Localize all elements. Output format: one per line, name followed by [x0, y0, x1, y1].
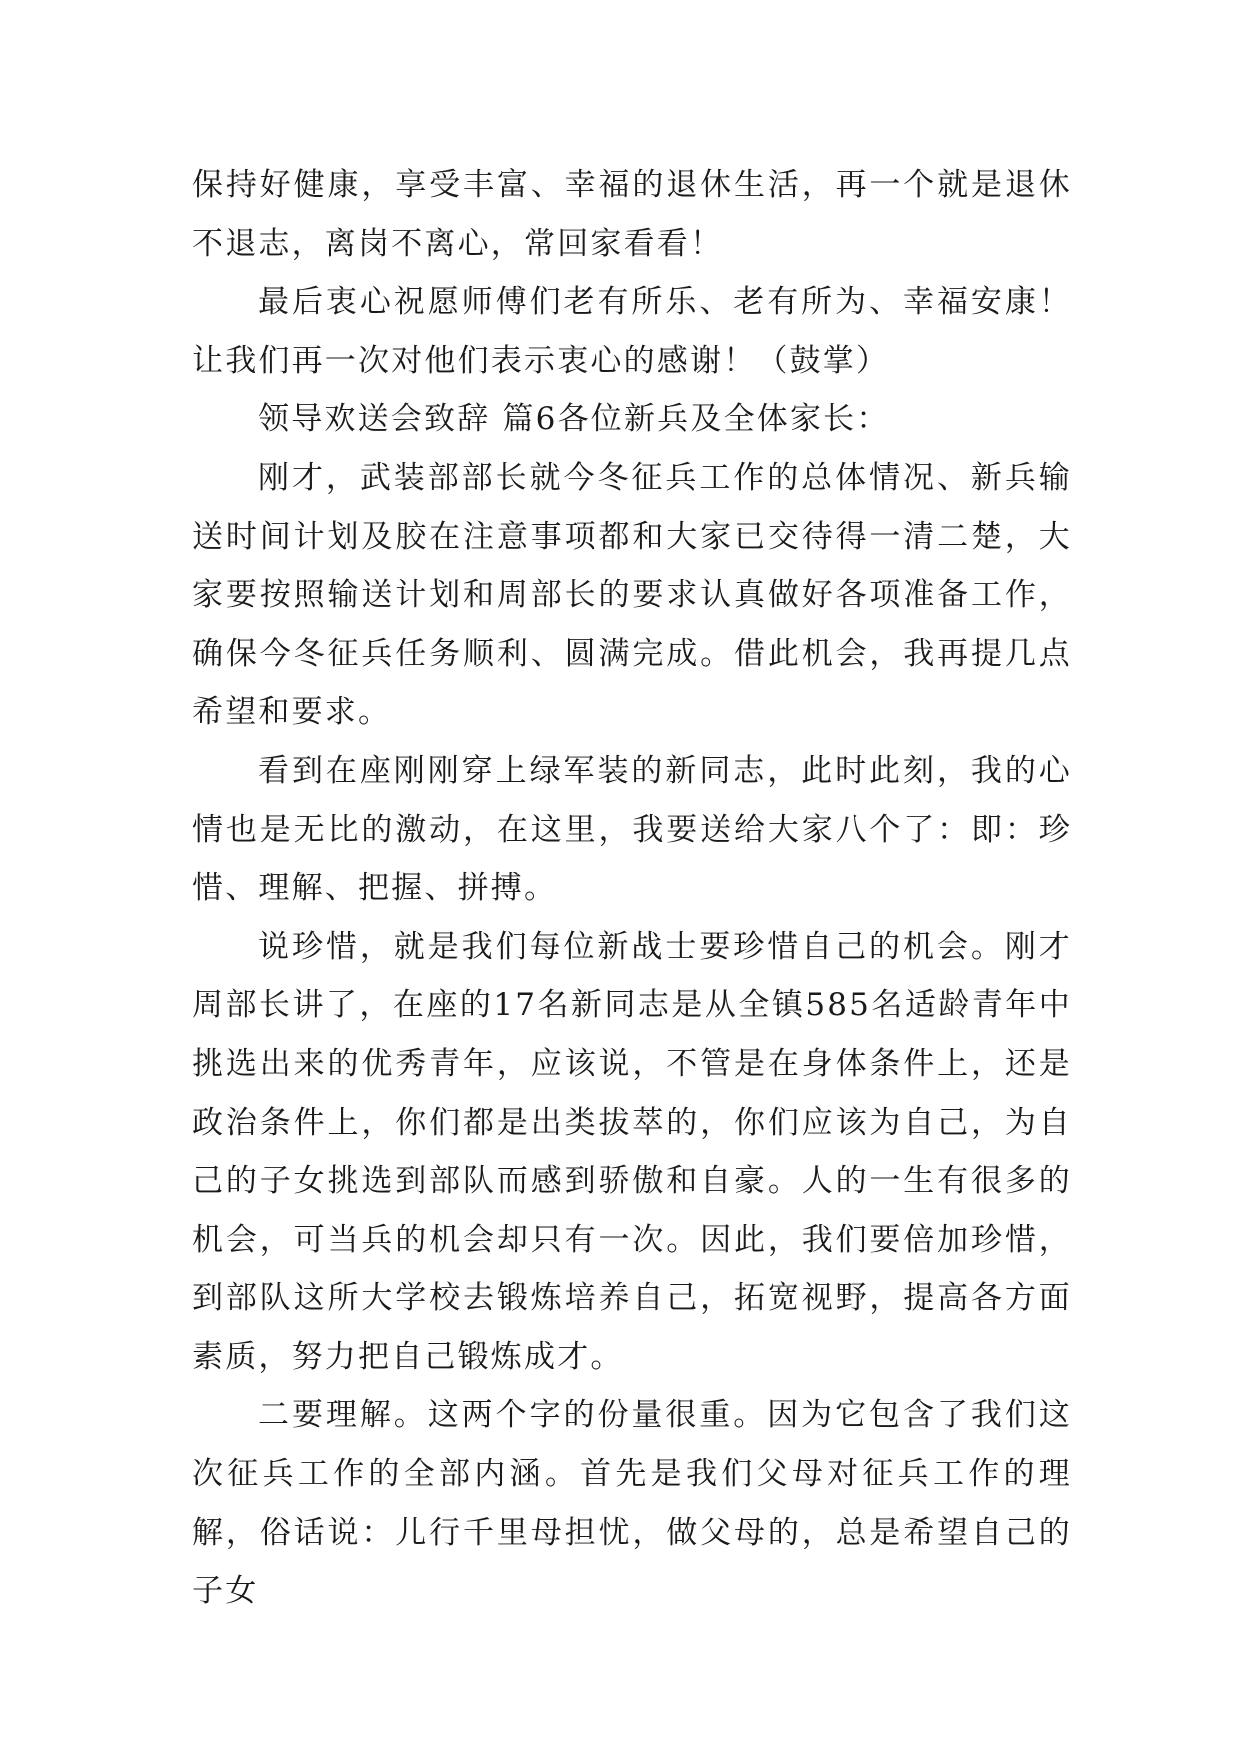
paragraph-3-heading: 领导欢送会致辞 篇6各位新兵及全体家长： [258, 401, 890, 438]
document-body [192, 156, 1072, 1621]
paragraph-6: 说珍惜，就是我们每位新战士要珍惜自己的机会。刚才周部长讲了，在座的17名新同志是从全镇585名适龄青年中挑选出来的优秀青年，应该说，不管是在身体条件上，还是政治条件上，你们都是出类拔萃的，你们应该为自己，为自己的子女挑选到部队而感到骄傲和自豪。人的一生有很多的机会，可当兵的机会却只有一次。因此，我们要倍加珍惜，到部队这所大学校去锻炼培养自己，拓宽视野，提高各方面素质，努力把自己锻炼成才。 [192, 928, 1072, 1375]
paragraph-7: 二要理解。这两个字的份量很重。因为它包含了我们这次征兵工作的全部内涵。首先是我们父母对征兵工作的理解，俗话说：儿行千里母担忧，做父母的，总是希望自己的子女 [192, 1397, 1072, 1610]
paragraph-5: 看到在座刚刚穿上绿军装的新同志，此时此刻，我的心情也是无比的激动，在这里，我要送给大家八个了：即：珍惜、理解、把握、拼搏。 [192, 752, 1072, 907]
paragraph-2: 最后衷心祝愿师傅们老有所乐、老有所为、幸福安康！让我们再一次对他们表示衷心的感谢！（鼓掌） [192, 284, 1072, 379]
paragraph-4: 刚才，武装部部长就今冬征兵工作的总体情况、新兵输送时间计划及胶在注意事项都和大家已交待得一清二楚，大家要按照输送计划和周部长的要求认真做好各项准备工作，确保今冬征兵任务顺利、圆满完成。借此机会，我再提几点希望和要求。 [192, 459, 1072, 731]
paragraph-1: 保持好健康，享受丰富、幸福的退休生活，再一个就是退休不退志，离岗不离心，常回家看看！ [192, 167, 1072, 262]
